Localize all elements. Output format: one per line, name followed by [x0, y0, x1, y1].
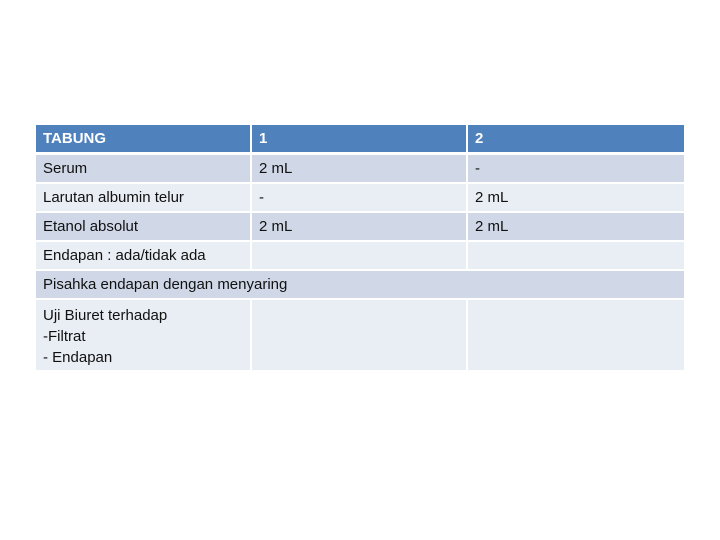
table-row	[36, 155, 684, 184]
table-cell	[252, 242, 468, 271]
header-cell-2: 2	[468, 125, 684, 155]
table-cell: -	[468, 155, 684, 184]
table-cell	[468, 242, 684, 271]
header-cell-tabung: TABUNG	[36, 125, 252, 155]
merged-row-label: Pisahka endapan dengan menyaring	[36, 271, 684, 300]
table-cell: 2 mL	[252, 213, 468, 242]
row-label-line: Uji Biuret terhadap	[43, 307, 168, 324]
table-cell: 2 mL	[468, 213, 684, 242]
row-label-multiline	[36, 300, 252, 372]
experiment-table	[36, 125, 684, 372]
table-row	[36, 184, 684, 213]
row-label: Etanol absolut	[36, 213, 252, 242]
table-cell: -	[252, 184, 468, 213]
row-label-line: - Endapan	[43, 349, 113, 366]
table-row	[36, 213, 684, 242]
table-header-row	[36, 125, 684, 155]
row-label: Serum	[36, 155, 252, 184]
table-cell	[252, 300, 468, 372]
table-cell	[468, 300, 684, 372]
table-row	[36, 300, 684, 372]
table-row-merged	[36, 271, 684, 300]
table-cell: 2 mL	[252, 155, 468, 184]
row-label: Endapan : ada/tidak ada	[36, 242, 252, 271]
row-label: Larutan albumin telur	[36, 184, 252, 213]
row-label-line: -Filtrat	[43, 328, 86, 345]
table-cell: 2 mL	[468, 184, 684, 213]
header-cell-1: 1	[252, 125, 468, 155]
table-row	[36, 242, 684, 271]
